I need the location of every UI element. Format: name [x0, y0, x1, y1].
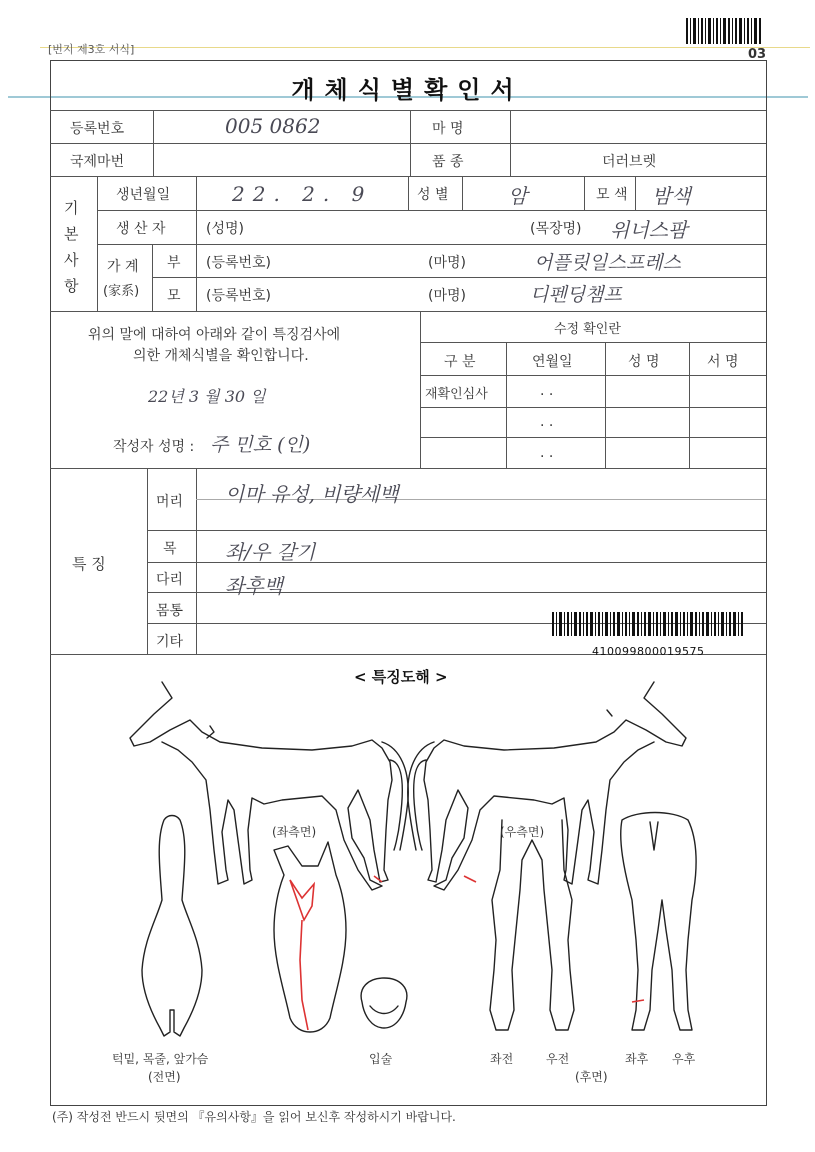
sex-label: 성 별	[417, 187, 449, 203]
sire-reg-label: (등록번호)	[206, 255, 272, 271]
hind-left-label: 좌후	[625, 1052, 649, 1066]
writer-label: 작성자 성명 :	[113, 439, 195, 455]
basic-section-label: 기본사항	[64, 199, 79, 295]
lineage-label: 가 계	[107, 259, 139, 275]
front-right-label: 우전	[546, 1052, 570, 1066]
barcode-number: 410099800019575	[592, 645, 705, 658]
left-side-horse-figure	[130, 682, 408, 890]
color-value: 밤색	[652, 184, 691, 208]
revision-row-date: . .	[540, 445, 554, 461]
revision-title: 수정 확인란	[554, 322, 621, 337]
form-label: [번지 제3호 서식]	[48, 43, 135, 56]
lineage-hanja: (家系)	[103, 284, 140, 299]
right-side-label: (우측면)	[500, 825, 545, 839]
revision-row-type: 재확인심사	[425, 387, 488, 402]
left-side-label: (좌측면)	[272, 825, 317, 839]
writer-value: 주 민호 (인)	[210, 434, 311, 456]
rear-view-figure	[621, 813, 696, 1031]
front-legs-figure	[490, 820, 574, 1030]
breed-label: 품 종	[432, 154, 464, 170]
intl-no-label: 국제마번	[70, 154, 125, 170]
birth-label: 생년월일	[116, 187, 171, 203]
dam-name-value: 디펜딩챔프	[530, 284, 622, 306]
lip-label: 입술	[369, 1052, 393, 1066]
form-title: 개체식별확인서	[291, 76, 524, 104]
front-left-label: 좌전	[490, 1052, 514, 1066]
revision-row-date: . .	[540, 383, 554, 399]
confirm-text-2: 의한 개체식별을 확인합니다.	[133, 348, 309, 364]
rear-label: (후면)	[575, 1070, 608, 1084]
head-value: 이마 유성, 비량세백	[225, 482, 399, 506]
sire-label: 부	[167, 255, 181, 271]
etc-label: 기타	[156, 634, 184, 650]
lip-figure	[361, 978, 407, 1028]
breeder-label: 생 산 자	[116, 221, 166, 237]
front-label: (전면)	[148, 1070, 181, 1084]
farm-value: 위너스팜	[610, 218, 688, 242]
head-front-figure	[274, 842, 346, 1032]
neck-label: 목	[163, 541, 177, 557]
revision-header-type: 구 분	[444, 354, 476, 370]
revision-header-date: 연월일	[532, 354, 573, 370]
sire-name-label: (마명)	[428, 255, 466, 271]
body-label: 몸통	[156, 603, 184, 619]
dam-label: 모	[167, 288, 181, 304]
id-barcode	[548, 612, 748, 646]
farm-label: (목장명)	[530, 221, 582, 237]
sex-value: 암	[508, 184, 528, 208]
page-number: 03	[748, 47, 767, 62]
legs-label: 다리	[156, 572, 184, 588]
confirm-text-1: 위의 말에 대하여 아래와 같이 특징검사에	[88, 327, 341, 343]
dam-reg-label: (등록번호)	[206, 288, 272, 304]
revision-header-sign: 서 명	[707, 354, 739, 370]
front-view-figure	[142, 816, 202, 1037]
features-section-label: 특 징	[72, 555, 106, 573]
diagram-title: < 특징도해 >	[354, 668, 448, 686]
revision-header-name: 성 명	[628, 354, 660, 370]
breed-value: 더러브렛	[602, 154, 657, 170]
footer-note: (주) 작성전 반드시 뒷면의 『유의사항』을 읽어 보신후 작성하시기 바랍니다.	[52, 1110, 456, 1124]
breeder-name-label: (성명)	[206, 221, 244, 237]
hind-right-label: 우후	[672, 1052, 696, 1066]
birth-value: 22. 2. 9	[232, 182, 373, 206]
head-label: 머리	[156, 494, 184, 510]
horse-diagram	[52, 670, 764, 1100]
dam-name-label: (마명)	[428, 288, 466, 304]
sire-name-value: 어플릿일스프레스	[534, 252, 681, 274]
front-caption: 턱밑, 목줄, 앞가슴	[112, 1052, 209, 1066]
revision-row-date: . .	[540, 414, 554, 430]
color-label: 모 색	[596, 187, 628, 203]
top-rule	[40, 47, 810, 48]
confirm-date: 22년 3 월 30 일	[148, 387, 266, 406]
right-side-horse-figure	[408, 682, 686, 890]
legs-value: 좌후백	[225, 574, 283, 598]
horse-name-label: 마 명	[432, 121, 464, 137]
reg-no-value: 005 0862	[225, 114, 321, 138]
reg-no-label: 등록번호	[70, 121, 125, 137]
top-barcode	[686, 18, 762, 44]
neck-value: 좌/우 갈기	[225, 540, 316, 564]
